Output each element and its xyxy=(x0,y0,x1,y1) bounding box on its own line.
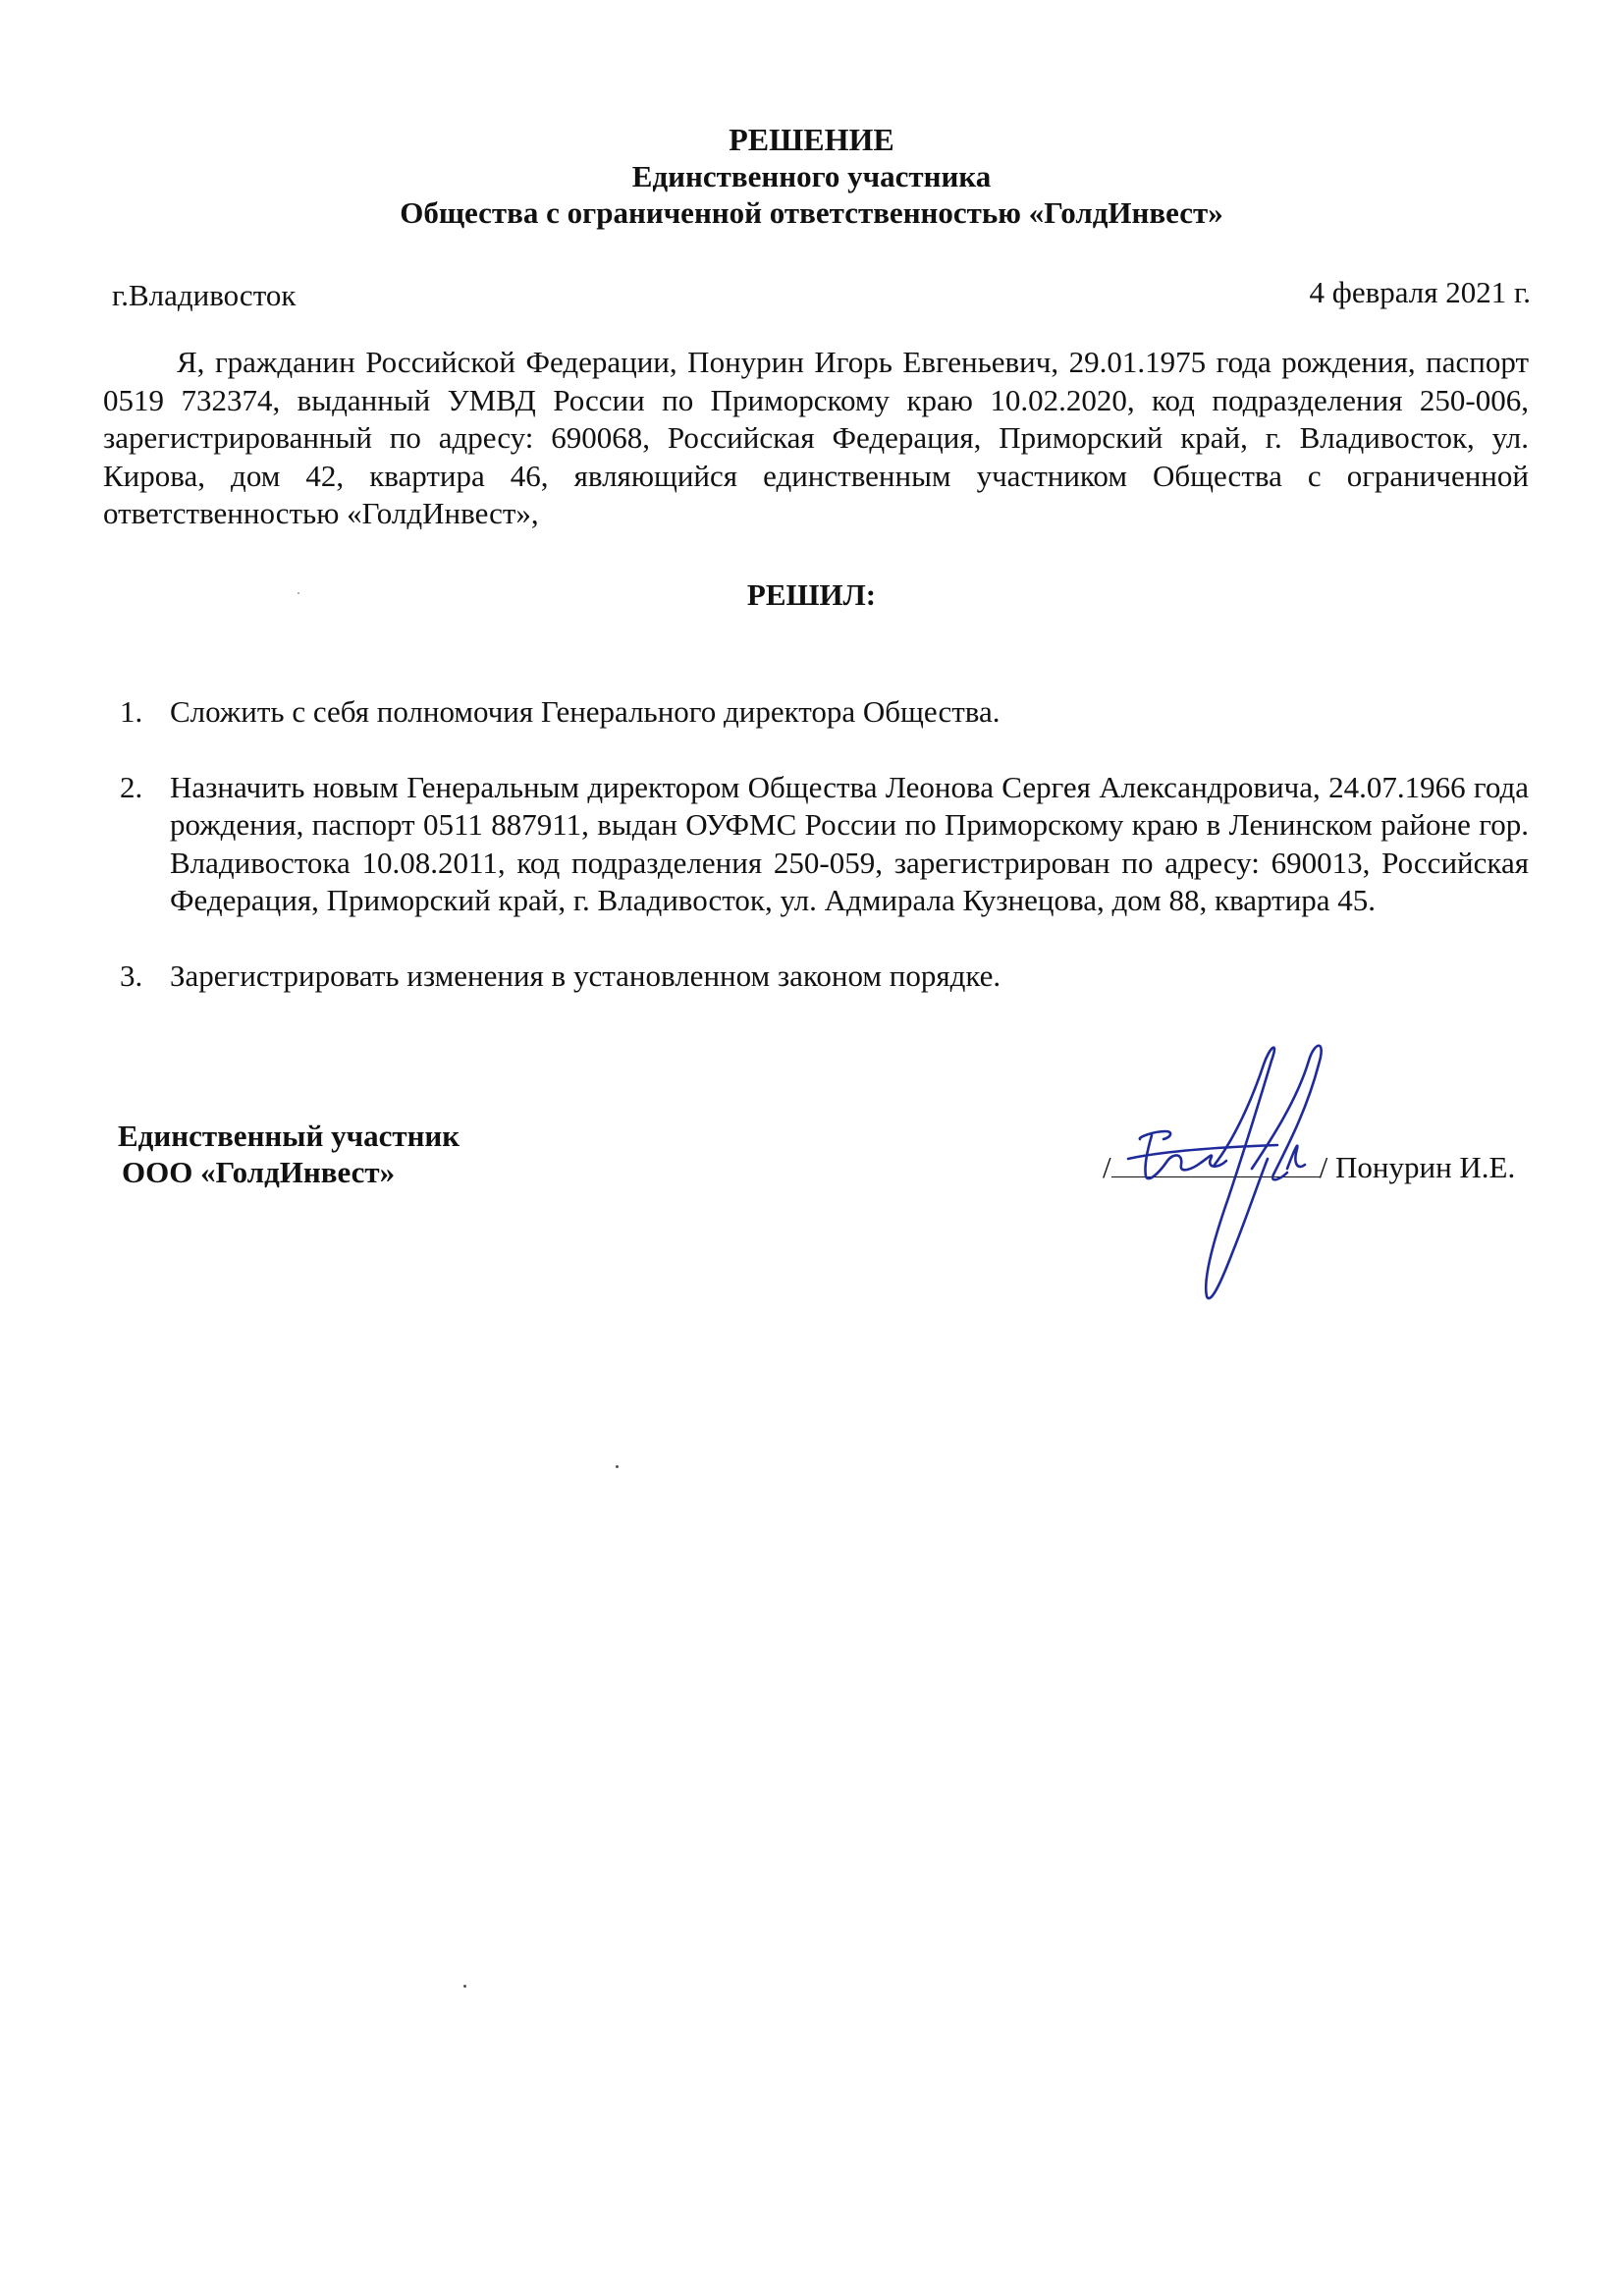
decision-item xyxy=(103,693,1529,732)
document-date: 4 февраля 2021 г. xyxy=(1309,275,1531,309)
signature-slash-close: / xyxy=(1319,1150,1328,1184)
decisions-list xyxy=(103,693,1529,1032)
document-subtitle-participant: Единственного участника xyxy=(631,159,992,193)
decision-item xyxy=(103,957,1529,996)
signature-slash-open: / xyxy=(1103,1150,1111,1184)
signature-line xyxy=(1103,1149,1515,1185)
decision-number: 1. xyxy=(120,694,143,729)
decision-text: Назначить новым Генеральным директором Общества Леонова Сергея Александровича, 24.07.1966 года рождения, паспорт 0511 887911, выдан ОУФМС России по Приморскому краю в Ленинском районе гор. Владивостока 10.08.2011, код подразделения 250-059, зарегистрирован по адресу: 690013, Российская Федерация, Приморский край, г. Владивосток, ул. Адмирала Кузнецова, дом 88, квартира 45. xyxy=(170,769,1529,917)
signature-underline xyxy=(1111,1149,1320,1177)
decision-item xyxy=(103,769,1529,920)
signatory-name: Понурин И.Е. xyxy=(1335,1150,1516,1184)
document-header xyxy=(0,122,1623,231)
decision-number: 3. xyxy=(120,957,143,993)
scan-speck xyxy=(298,592,299,594)
scan-speck xyxy=(463,1985,466,1988)
signatory-role-title: Единственный участник xyxy=(118,1119,460,1153)
signature-stroke xyxy=(1140,1131,1170,1139)
signatory-company: ООО «ГолдИнвест» xyxy=(122,1155,396,1189)
preamble-paragraph: Я, гражданин Российской Федерации, Понурин Игорь Евгеньевич, 29.01.1975 года рождения, паспорт 0519 732374, выданный УМВД России по Приморскому краю 10.02.2020, код подразделения 250-006, зарегистрированный по адресу: 690068, Российская Федерация, Приморский край, г. Владивосток, ул. Кирова, дом 42, квартира 46, являющийся единственным участником Общества с ограниченной ответственностью «ГолдИнвест», xyxy=(103,345,1529,530)
resolved-heading: РЕШИЛ: xyxy=(746,577,877,612)
decision-number: 2. xyxy=(120,769,143,804)
document-place: г.Владивосток xyxy=(112,278,297,312)
decision-text: Сложить с себя полномочия Генерального директора Общества. xyxy=(170,694,1001,729)
decision-text: Зарегистрировать изменения в установленном законом порядке. xyxy=(170,957,1001,993)
scan-speck xyxy=(616,1465,619,1468)
signatory-role xyxy=(118,1118,460,1190)
document-subtitle-company: Общества с ограниченной ответственностью «ГолдИнвест» xyxy=(400,195,1223,230)
document-title: РЕШЕНИЕ xyxy=(729,122,894,157)
